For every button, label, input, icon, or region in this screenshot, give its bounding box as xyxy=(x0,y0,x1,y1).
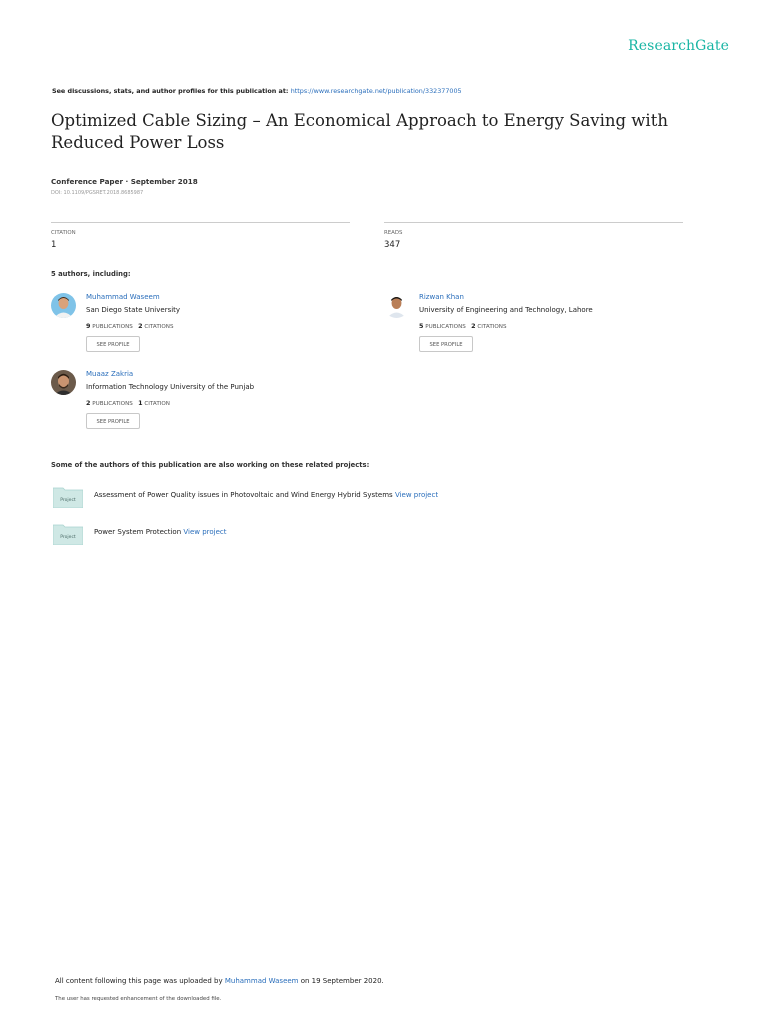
researchgate-logo[interactable]: ResearchGate xyxy=(628,38,729,54)
authors-heading: 5 authors, including: xyxy=(51,270,131,278)
publication-count: 2 xyxy=(86,399,91,407)
enhancement-note: The user has requested enhancement of the downloaded file. xyxy=(55,996,222,1002)
avatar[interactable] xyxy=(51,370,76,395)
project-item xyxy=(53,486,693,508)
divider-citation xyxy=(51,222,350,223)
citation-count-label: CITATIONS xyxy=(477,324,507,330)
project-badge-text: Project xyxy=(60,535,76,540)
project-line xyxy=(94,528,227,536)
divider-reads xyxy=(384,222,683,223)
project-item xyxy=(53,523,693,545)
citation-count: 2 xyxy=(471,322,476,330)
project-folder-icon xyxy=(53,523,83,545)
discussion-line xyxy=(52,87,462,95)
upload-date: on 19 September 2020. xyxy=(300,977,384,985)
view-project-link[interactable]: View project xyxy=(394,491,439,499)
discussion-prefix: See discussions, stats, and author profiles for this publication at: xyxy=(52,87,289,95)
upload-note xyxy=(55,977,384,985)
upload-prefix: All content following this page was uploaded by xyxy=(55,977,223,985)
citation-count-label: CITATION xyxy=(144,401,170,407)
project-line xyxy=(94,491,438,499)
author-institution: San Diego State University xyxy=(86,306,181,314)
avatar[interactable] xyxy=(51,293,76,318)
publication-doi: DOI: 10.1109/PGSRET.2018.8685987 xyxy=(51,190,144,196)
project-badge-text: Project xyxy=(60,498,76,503)
author-name[interactable]: Rizwan Khan xyxy=(419,293,464,301)
see-profile-button[interactable]: SEE PROFILE xyxy=(86,413,140,429)
author-name[interactable]: Muaaz Zakria xyxy=(86,370,134,378)
citation-label: CITATION xyxy=(51,230,76,236)
project-folder-icon xyxy=(53,486,83,508)
publication-count: 5 xyxy=(419,322,424,330)
uploader-link[interactable]: Muhammad Waseem xyxy=(224,977,299,985)
author-stats xyxy=(86,399,170,407)
reads-value: 347 xyxy=(384,240,401,250)
author-institution: Information Technology University of the Punjab xyxy=(86,383,255,391)
publication-label: PUBLICATIONS xyxy=(92,324,133,330)
citation-value: 1 xyxy=(51,240,57,250)
publication-label: PUBLICATIONS xyxy=(425,324,466,330)
related-projects-heading: Some of the authors of this publication are also working on these related projects: xyxy=(51,461,370,469)
project-title: Assessment of Power Quality issues in Photovoltaic and Wind Energy Hybrid Systems xyxy=(94,491,393,499)
publication-url-link[interactable]: https://www.researchgate.net/publication/332377005 xyxy=(290,87,462,95)
author-stats xyxy=(86,322,174,330)
publication-type: Conference Paper · September 2018 xyxy=(51,177,198,186)
author-stats xyxy=(419,322,507,330)
publication-label: PUBLICATIONS xyxy=(92,401,133,407)
citation-count: 2 xyxy=(138,322,143,330)
avatar[interactable] xyxy=(384,293,409,318)
publication-title: Optimized Cable Sizing – An Economical Approach to Energy Saving with Reduced Power Loss xyxy=(51,111,668,152)
see-profile-button[interactable]: SEE PROFILE xyxy=(419,336,473,352)
reads-label: READS xyxy=(384,230,403,236)
author-name[interactable]: Muhammad Waseem xyxy=(86,293,160,301)
citation-count: 1 xyxy=(138,399,143,407)
see-profile-button[interactable]: SEE PROFILE xyxy=(86,336,140,352)
view-project-link[interactable]: View project xyxy=(183,528,227,536)
publication-count: 9 xyxy=(86,322,91,330)
citation-count-label: CITATIONS xyxy=(144,324,174,330)
project-title: Power System Protection xyxy=(94,528,182,536)
author-institution: University of Engineering and Technology, Lahore xyxy=(419,306,593,314)
